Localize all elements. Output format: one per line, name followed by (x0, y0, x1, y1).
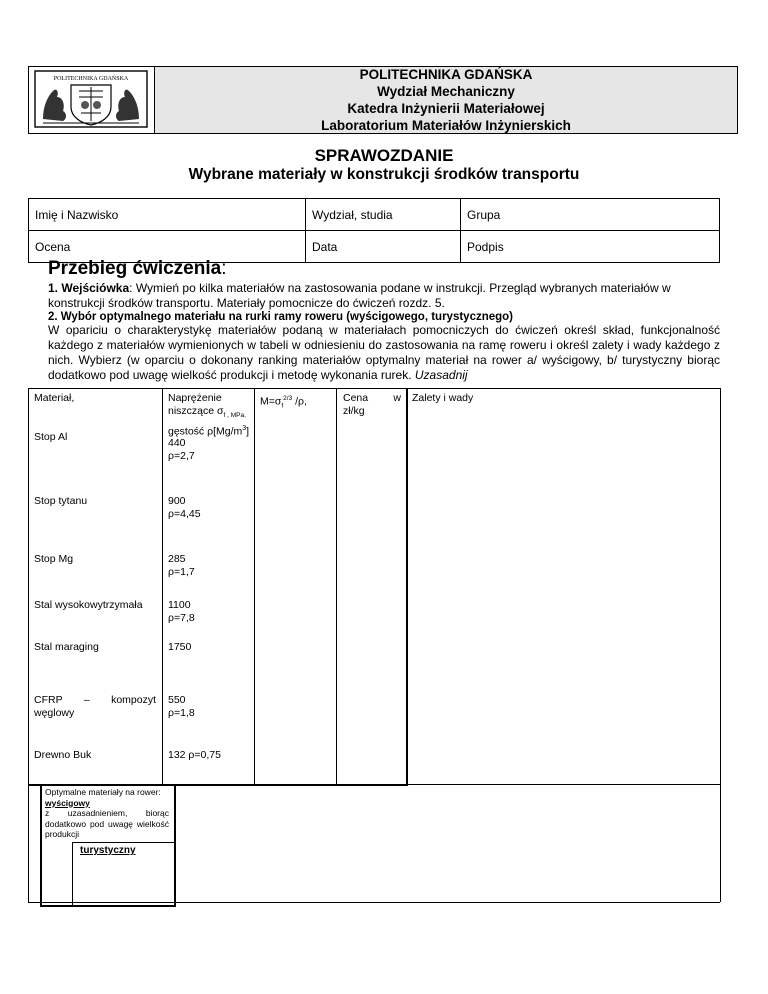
col-material-header: Materiał, (34, 392, 75, 404)
row-hss-density: ρ=7,8 (168, 612, 195, 624)
row-cfrp-density: ρ=1,8 (168, 707, 195, 719)
row-cfrp-material: CFRP – kompozyt węglowy (34, 694, 156, 719)
row-mg-stress (168, 553, 195, 579)
col-price-header (343, 392, 403, 418)
university-logo (29, 67, 155, 133)
university-name: POLITECHNIKA GDAŃSKA (359, 67, 533, 82)
optimal-note: z uzasadnieniem, biorąc dodatkowo pod uwagę wielkość produkcji (45, 808, 169, 839)
row-al-density: ρ=2,7 (168, 450, 195, 462)
price-w: w (393, 392, 401, 404)
grade-field[interactable]: Ocena (29, 231, 306, 263)
document-subtitle: Wybrane materiały w konstrukcji środków transportu (188, 166, 580, 183)
task2-label: 2. Wybór optymalnego materiału na rurki ramy roweru (wyścigowego, turystycznego) (48, 311, 514, 323)
index-sub: f (281, 402, 284, 410)
density-sup: 3 (242, 425, 247, 433)
row-mg-material: Stop Mg (34, 553, 74, 565)
section-colon: : (221, 258, 227, 279)
row-hss-stress-value: 1100 (168, 599, 191, 611)
row-mg-density: ρ=1,7 (168, 566, 195, 578)
section-title: Przebieg ćwiczenia (48, 258, 222, 279)
density-end: ] (246, 425, 250, 438)
optimal-touring-label: turystyczny (80, 845, 136, 856)
task1-paragraph (48, 281, 720, 311)
row-ti-density: ρ=4,45 (168, 508, 201, 520)
density-label: gęstość ρ[Mg/m (168, 425, 243, 438)
student-info-table (28, 198, 720, 263)
task1-label: 1. Wejściówka (48, 281, 130, 295)
task1-text: : Wymień po kilka materiałów na zastosowania podane w instrukcji. Przegląd wybranych materiałów w konstrukcji środków transportu. Materiały pomocnicze do ćwiczeń rozdz. 5. (48, 281, 671, 310)
department-name: Katedra Inżynierii Materiałowej (347, 101, 545, 116)
date-field[interactable]: Data (306, 231, 461, 263)
row-wood-material: Drewno Buk (34, 749, 92, 761)
index-end: /ρ, (292, 395, 307, 408)
optimal-intro: Optymalne materiały na rower: (45, 787, 161, 797)
task2-paragraph (48, 323, 720, 383)
row-ti-stress-value: 900 (168, 495, 186, 507)
name-field[interactable]: Imię i Nazwisko (29, 199, 306, 231)
stress-label: Naprężenie niszczące σ (168, 392, 224, 417)
row-cfrp-stress-value: 550 (168, 694, 186, 706)
col-pros-header: Zalety i wady (412, 392, 474, 404)
row-wood-stress-value: 132 ρ=0,75 (168, 749, 221, 761)
row-cfrp-stress (168, 694, 195, 720)
document-title: SPRAWOZDANIE (314, 146, 454, 165)
task2-emphasis: Uzasadnij (414, 368, 468, 382)
price-unit: zł/kg (343, 405, 365, 417)
row-hss-stress (168, 599, 195, 625)
laboratory-name: Laboratorium Materiałów Inżynierskich (321, 118, 571, 133)
group-field[interactable]: Grupa (461, 199, 720, 231)
task2-text: W opariciu o charakterystykę materiałów podaną w materiałach pomocniczych do ćwiczeń określ skład, funkcjonalność każdego z materiałów wymienionych w tabeli w odniesieniu do zastosowania na ramę roweru i określ zalety i wady każdego z nich. Wybierz (w oparciu o dokonany ranking materiałów optymalny materiał na rower a/ wyścigowy, b/ turystyczny biorąc dodatkowo pod uwagę wielkość produkcji i metodę wykonania rurek. (48, 323, 720, 382)
row-maraging-stress (168, 641, 191, 654)
col-stress-header (168, 392, 254, 439)
row-maraging-stress-value: 1750 (168, 641, 192, 653)
row-al-material: Stop Al (34, 431, 68, 443)
row-wood-stress (168, 749, 221, 762)
optimal-race-label: wyścigowy (45, 797, 90, 808)
index-sup: 2/3 (283, 395, 293, 402)
header-text (155, 67, 737, 133)
row-maraging-material: Stal maraging (34, 641, 99, 653)
optimal-materials-box (45, 787, 169, 840)
faculty-name: Wydział Mechaniczny (377, 84, 515, 99)
row-ti-stress (168, 495, 201, 521)
faculty-studies-field[interactable]: Wydział, studia (306, 199, 461, 231)
stress-unit: f , MPa, (223, 412, 246, 420)
row-ti-material: Stop tytanu (34, 495, 88, 507)
signature-field[interactable]: Podpis (461, 231, 720, 263)
row-al-stress (168, 437, 195, 463)
row-al-stress-value: 440 (168, 437, 186, 449)
crest-icon (29, 67, 153, 131)
header-box (28, 66, 738, 134)
logo-text: POLITECHNIKA GDAŃSKA (53, 76, 129, 82)
col-index-header (260, 392, 336, 413)
index-label: M=σ (260, 395, 282, 408)
price-label: Cena (343, 392, 369, 404)
row-mg-stress-value: 285 (168, 553, 186, 565)
row-hss-material: Stal wysokowytrzymała (34, 599, 143, 611)
section-heading (48, 258, 226, 280)
